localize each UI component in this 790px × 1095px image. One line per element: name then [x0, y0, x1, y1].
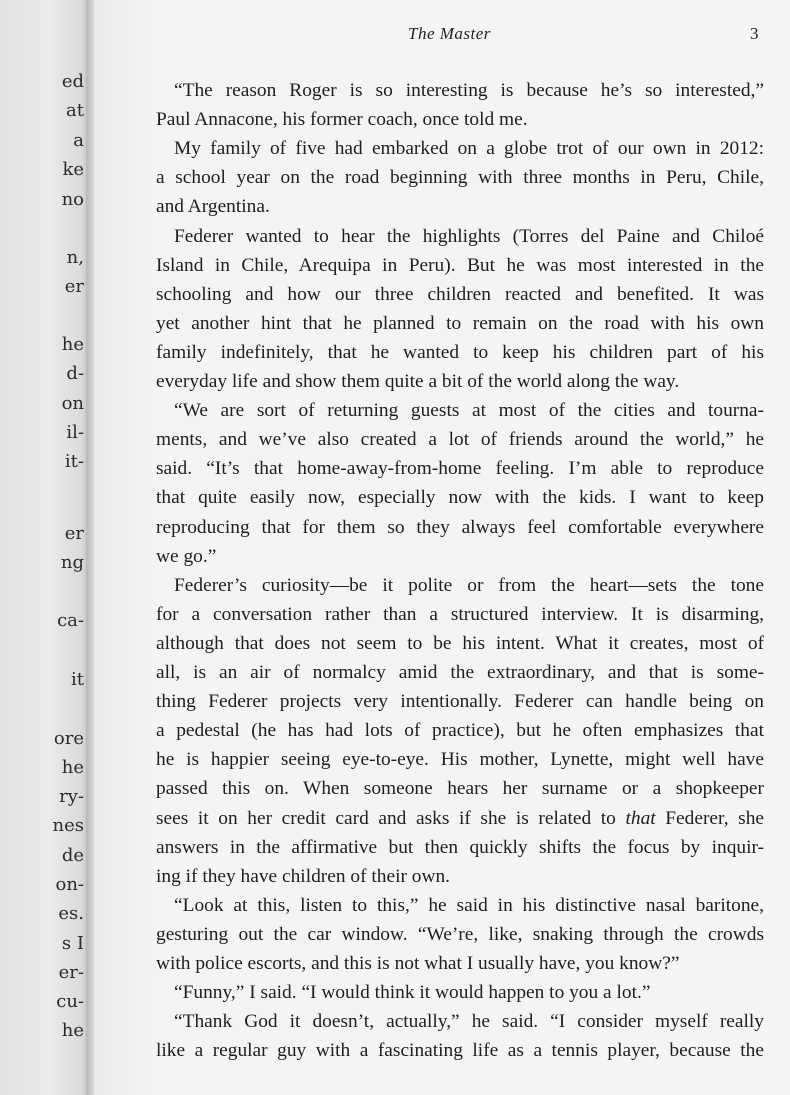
left-page-fragment: it-	[64, 451, 84, 472]
left-page-fragment: er	[64, 276, 84, 297]
text-line: passed this on. When someone hears her surname or a shopkeeper	[156, 778, 764, 800]
text-line: Island in Chile, Arequipa in Peru). But he was most interested in the	[156, 254, 764, 276]
text-line: ments, and we’ve also created a lot of friends around the world,” he	[156, 429, 764, 451]
text-line: “Funny,” I said. “I would think it would happen to you a lot.”	[174, 982, 651, 1004]
left-page-fragment: ed	[61, 71, 84, 92]
running-title: The Master	[408, 24, 491, 43]
text-line: ing if they have children of their own.	[156, 865, 451, 887]
running-header	[94, 24, 790, 48]
left-page-fragment: n,	[66, 247, 84, 268]
text-line: “Look at this, listen to this,” he said in his distinctive nasal baritone,	[174, 894, 764, 916]
text-line: My family of five had embarked on a globe trot of our own in 2012:	[174, 138, 764, 160]
left-page-edge	[0, 0, 88, 1095]
text-line: sees it on her credit card and asks if she is related to that Federer, she	[156, 807, 765, 829]
text-line: for a conversation rather than a structured interview. It is disarming,	[156, 603, 764, 625]
text-line: all, is an air of normalcy amid the extraordinary, and that is some-	[156, 662, 764, 683]
text-line: that quite easily now, especially now with the kids. I want to keep	[156, 487, 764, 509]
left-page-fragment: on	[61, 393, 84, 414]
text-line: family indefinitely, that he wanted to keep his children part of his	[156, 341, 764, 363]
text-line: thing Federer projects very intentionally. Federer can handle being on	[156, 691, 764, 713]
left-page-fragment: it	[71, 669, 84, 690]
text-line: we go.”	[156, 545, 217, 567]
text-line: gesturing out the car window. “We’re, like, snaking through the crowds	[156, 923, 764, 945]
left-page-fragment: no	[61, 189, 84, 210]
text-line: schooling and how our three children reacted and benefited. It was	[156, 283, 764, 305]
text-line: answers in the affirmative but then quickly shifts the focus by inquir-	[156, 836, 764, 858]
left-page-fragment: ore	[53, 728, 84, 749]
left-page-fragment: on-	[55, 874, 84, 895]
left-page-fragment: cu-	[56, 991, 84, 1012]
text-line: a school year on the road beginning with three months in Peru, Chile,	[156, 167, 764, 189]
text-line: with police escorts, and this is not what I usually have, you know?”	[156, 953, 680, 974]
text-line: everyday life and show them quite a bit of the world along the way.	[156, 371, 680, 392]
left-page-fragment: er-	[58, 962, 84, 983]
left-page-fragment: he	[61, 757, 84, 778]
left-page-fragment: ry-	[59, 786, 84, 807]
book-page	[94, 0, 790, 1095]
text-line: “The reason Roger is so interesting is because he’s so interested,”	[174, 80, 764, 101]
text-line: said. “It’s that home-away-from-home feeling. I’m able to reproduce	[156, 458, 764, 480]
text-line: reproducing that for them so they always feel comfortable everywhere	[156, 516, 764, 538]
text-line: Federer’s curiosity—be it polite or from the heart—sets the tone	[174, 574, 764, 596]
text-line: Paul Annacone, his former coach, once told me.	[156, 109, 528, 131]
left-page-fragment: de	[61, 845, 84, 866]
left-page-fragment: d-	[66, 363, 84, 384]
text-line: and Argentina.	[156, 196, 270, 218]
left-page-fragment: ca-	[57, 610, 84, 631]
left-page-fragment: il-	[66, 422, 84, 443]
left-page-fragment: ng	[60, 552, 84, 573]
left-page-fragment: he	[61, 334, 84, 355]
text-line: a pedestal (he has had lots of practice), but he often emphasizes that	[156, 720, 764, 742]
left-page-fragment: nes	[52, 815, 84, 836]
text-line: he is happier seeing eye-to-eye. His mother, Lynette, might well have	[156, 749, 764, 771]
page-number: 3	[750, 24, 759, 43]
left-page-fragment: he	[61, 1020, 84, 1041]
left-page-fragment: es.	[58, 903, 84, 924]
text-line: Federer wanted to hear the highlights (Torres del Paine and Chiloé	[174, 225, 764, 247]
text-line: although that does not seem to be his intent. What it creates, most of	[156, 632, 764, 654]
text-line: “Thank God it doesn’t, actually,” he said. “I consider myself really	[174, 1011, 764, 1033]
left-page-fragment: ke	[62, 159, 84, 180]
text-line: yet another hint that he planned to remain on the road with his own	[156, 312, 764, 334]
text-line: “We are sort of returning guests at most of the cities and tourna-	[174, 400, 764, 422]
left-page-fragment: at	[66, 100, 84, 121]
left-page-fragment: a	[73, 130, 84, 151]
left-page-fragment: s I	[61, 933, 84, 954]
text-line: like a regular guy with a fascinating life as a tennis player, because the	[156, 1040, 764, 1062]
left-page-fragment: er	[64, 523, 84, 544]
